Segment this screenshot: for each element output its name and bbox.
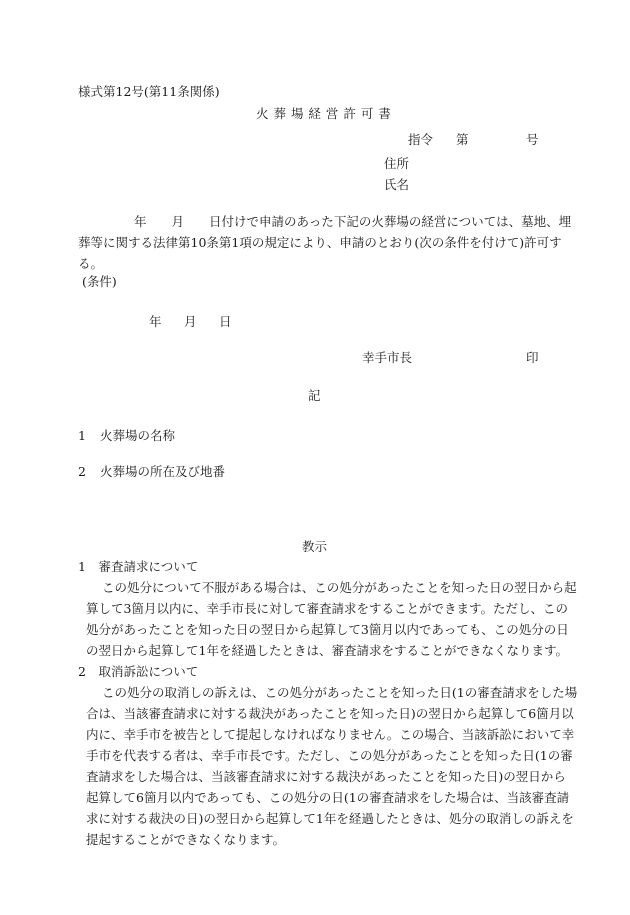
notice-line: 処分があったことを知った日の翌日から起算して3箇月以内であっても、この処分の日 bbox=[86, 622, 569, 637]
notice-line: この処分について不服がある場合は、この処分があったことを知った日の翌日から起 bbox=[102, 580, 577, 595]
notice-line: この処分の取消しの訴えは、この処分があったことを知った日(1の審査請求をした場 bbox=[102, 685, 578, 700]
directive-go: 号 bbox=[526, 132, 539, 147]
item-2 bbox=[78, 466, 225, 479]
notice-title: 教示 bbox=[302, 539, 328, 554]
conditions-label: (条件) bbox=[82, 274, 117, 289]
item-label: 火葬場の所在及び地番 bbox=[99, 464, 225, 479]
date-day: 日 bbox=[219, 314, 232, 329]
notice-line: 求に対する裁決の日)の翌日から起算して1年を経過したときは、処分の取消しの訴えを bbox=[86, 811, 574, 826]
notice-line: 手市を代表する者は、幸手市長です。ただし、この処分があったことを知った日(1の審 bbox=[86, 748, 573, 763]
item-label: 火葬場の名称 bbox=[99, 428, 175, 443]
item-number: 1 bbox=[78, 428, 86, 443]
date-month: 月 bbox=[184, 314, 197, 329]
date-year: 年 bbox=[149, 314, 162, 329]
notice-section-heading: 2 取消訴訟について bbox=[78, 664, 199, 679]
issuer-name: 幸手市長 bbox=[362, 350, 413, 365]
notice-section-heading: 1 審査請求について bbox=[78, 559, 199, 574]
notice-line: の翌日から起算して1年を経過したときは、審査請求をすることができなくなります。 bbox=[86, 643, 568, 658]
document-title: 火 葬 場 経 営 許 可 書 bbox=[256, 106, 392, 121]
form-number: 様式第12号(第11条関係) bbox=[78, 84, 220, 99]
address-label: 住所 bbox=[384, 156, 410, 171]
notice-line: 起算して6箇月以内であっても、この処分の日(1の審査請求をした場合は、当該審査請 bbox=[86, 790, 570, 805]
item-number: 2 bbox=[78, 464, 86, 479]
notice-line: 合は、当該審査請求に対する裁決があったことを知った日)の翌日から起算して6箇月以 bbox=[86, 706, 574, 721]
directive-prefix: 指令 bbox=[408, 132, 434, 147]
directive-dai: 第 bbox=[456, 132, 469, 147]
name-label: 氏名 bbox=[384, 177, 410, 192]
notice-line: 提起することができなくなります。 bbox=[86, 832, 286, 847]
permit-body-line: 葬等に関する法律第10条第1項の規定により、申請のとおり(次の条件を付けて)許可す bbox=[78, 235, 562, 250]
seal-mark: 印 bbox=[526, 350, 539, 365]
permit-body-line: る。 bbox=[78, 256, 104, 271]
notice-line: 査請求をした場合は、当該審査請求に対する裁決があったことを知った日)の翌日から bbox=[86, 769, 566, 784]
notice-body bbox=[78, 556, 578, 850]
notice-line: 算して3箇月以内に、幸手市長に対して審査請求をすることができます。ただし、この bbox=[86, 601, 568, 616]
permit-body bbox=[78, 211, 572, 274]
ki-mark: 記 bbox=[308, 388, 321, 403]
permit-body-line: 年 月 日付けで申請のあった下記の火葬場の経営については、墓地、埋 bbox=[134, 214, 572, 229]
item-1 bbox=[78, 430, 175, 443]
notice-line: 内に、幸手市を被告として提起しなければなりません。この場合、当該訴訟において幸 bbox=[86, 727, 575, 742]
